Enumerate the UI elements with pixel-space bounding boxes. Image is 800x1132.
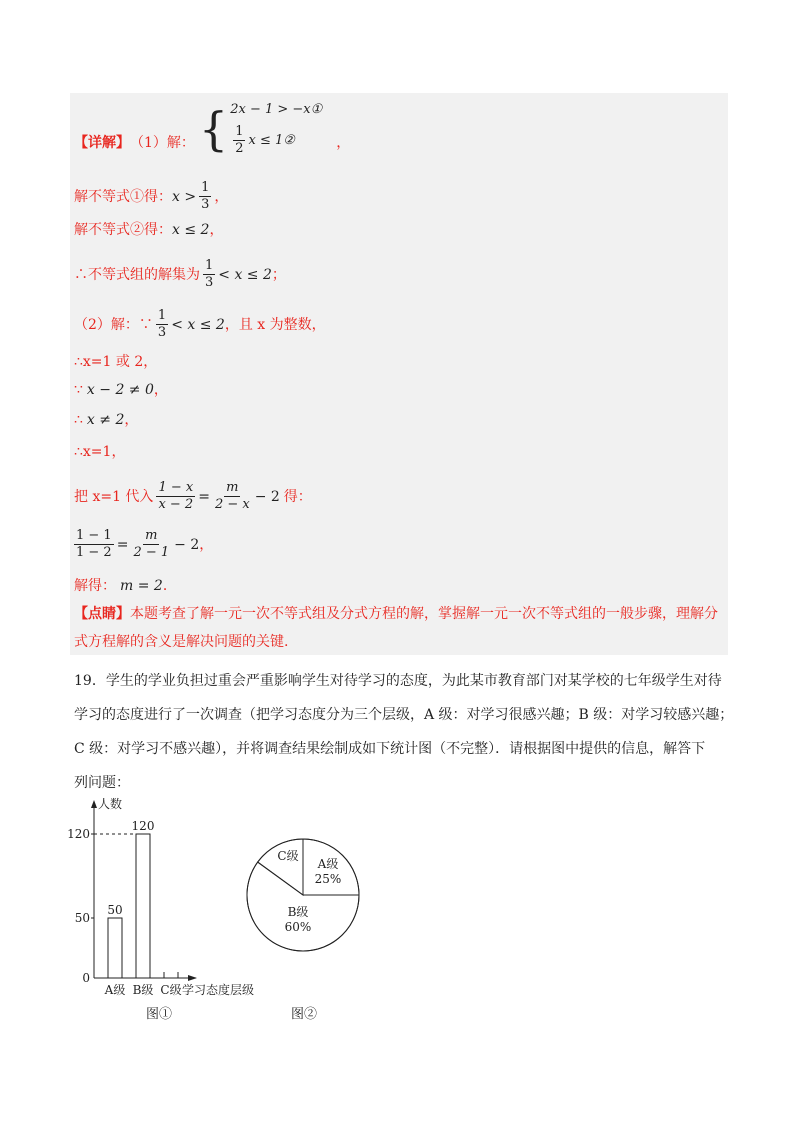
y-tick-label: 120 [67, 827, 90, 841]
bar-chart-caption: 图① [146, 1007, 173, 1022]
solution-set-end: ； [271, 266, 286, 283]
calc-end: ， [199, 536, 214, 553]
result-line [74, 576, 177, 596]
system-brace: { [198, 101, 229, 156]
detail-tag: 【详解】 [74, 134, 130, 151]
solve1-line [74, 180, 228, 213]
solve2-math: x ≤ 2 [172, 222, 210, 238]
calc-frac-1 [74, 528, 114, 561]
solve2-end: ， [209, 222, 224, 238]
solution-set-frac-den: 3 [205, 275, 214, 290]
result-end: ． [162, 578, 177, 594]
pie-slice-label: C级 [277, 849, 299, 863]
pie-slice-percent: 25% [314, 872, 342, 886]
because-end: ， [153, 382, 168, 398]
detail-line [74, 100, 350, 157]
pie-chart-caption: 图② [291, 1007, 318, 1022]
question-line-3: C 级：对学习不感兴趣），并将调查结果绘制成如下统计图（不完整）．请根据图中提供的信息，解答下 [74, 741, 706, 757]
solution-set-line [74, 258, 286, 291]
bar-value-label: 50 [107, 903, 123, 917]
system-comma: ， [336, 134, 351, 151]
y-axis-label: 人数 [98, 797, 123, 811]
x-values: ∴x=1 或 2， [74, 354, 158, 370]
substitute-frac-2-den: 2 − x [214, 497, 250, 512]
inequality-2 [230, 124, 322, 157]
solve1-frac [199, 180, 211, 213]
bar-value-label: 120 [131, 819, 155, 833]
part2-frac-num: 1 [157, 308, 167, 323]
comment-text-1: 本题考查了解一元一次不等式组及分式方程的解，掌握解一元一次不等式组的一般步骤，理解分 [130, 606, 718, 622]
substitute-minus: − 2 [254, 488, 280, 505]
ineq2-frac-den: 2 [235, 141, 244, 156]
substitute-line [74, 480, 312, 513]
therefore-label: ∴ [74, 412, 83, 428]
part2-frac-den: 3 [157, 325, 167, 340]
explanation-box [70, 93, 728, 655]
because-math: x − 2 ≠ 0 [86, 382, 154, 398]
therefore-end: ， [124, 412, 139, 428]
calc-eq: = [116, 536, 129, 553]
calc-frac-2-den: 2 − 1 [133, 545, 170, 560]
substitute-frac-1 [156, 480, 195, 513]
substitute-end: 得： [283, 488, 312, 505]
ineq2-rest: x ≤ 1② [248, 132, 295, 148]
solve1-frac-den: 3 [201, 197, 210, 212]
substitute-label: 把 x=1 代入 [74, 488, 154, 505]
solve1-label: 解不等式①得： [74, 188, 172, 205]
solve1-end: ， [214, 188, 229, 205]
x-tick-label: B级 [132, 983, 154, 997]
pie-slice-label: A级 [317, 857, 339, 871]
x-axis-label: 学习态度层级 [182, 983, 255, 997]
because-label: ∵ [74, 382, 83, 398]
comment-tag: 【点睛】 [74, 606, 130, 622]
part2-frac [156, 308, 168, 341]
y-tick-label: 0 [82, 971, 90, 985]
substitute-frac-1-den: x − 2 [158, 497, 194, 512]
pie-chart [238, 830, 368, 960]
substitute-frac-2-num: m [226, 480, 239, 495]
inequality-system [230, 100, 322, 157]
ineq2-frac [233, 124, 245, 157]
solution-set-rest: < x ≤ 2 [218, 266, 272, 283]
solution-set-frac-num: 1 [205, 258, 214, 273]
y-tick-label: 50 [74, 911, 90, 925]
therefore-line [74, 410, 138, 430]
because-line [74, 380, 168, 400]
y-axis-arrow [91, 800, 97, 808]
inequality-1: 2x − 1 > −x① [230, 102, 323, 117]
x-axis-arrow [188, 975, 197, 981]
x-tick-label: C级 [160, 983, 182, 997]
pie-slice-label: B级 [287, 905, 309, 919]
comment-line-1 [74, 604, 718, 624]
calc-frac-2 [131, 528, 171, 561]
substitute-frac-2 [213, 480, 252, 513]
x-tick-label: A级 [104, 983, 126, 997]
calc-minus: − 2 [174, 536, 200, 553]
calc-frac-2-num: m [145, 528, 158, 543]
solution-set-label: ∴不等式组的解集为 [74, 266, 200, 283]
part2-tail: ，且 x 为整数， [224, 316, 326, 333]
solution-set-frac [203, 258, 215, 291]
therefore-math: x ≠ 2 [86, 412, 125, 428]
ineq2-frac-num: 1 [235, 124, 244, 139]
question-line-2: 学习的态度进行了一次调查（把学习态度分为三个层级，A 级：对学习很感兴趣；B 级：对学习较感兴趣； [74, 707, 734, 723]
result-label: 解得： [74, 578, 116, 594]
pie-slice-percent: 60% [284, 920, 312, 934]
solve1-var: x > [172, 188, 197, 205]
part2-rest: < x ≤ 2 [171, 316, 225, 333]
bar [108, 918, 122, 978]
x-is-one: ∴x=1， [74, 444, 126, 460]
substitute-eq: = [198, 488, 210, 505]
bar [136, 834, 150, 978]
calc-line [74, 528, 213, 561]
question-19 [74, 664, 734, 800]
solve2-label: 解不等式②得： [74, 222, 172, 238]
comment-line-2 [74, 632, 288, 652]
x-values-line [74, 352, 157, 372]
result-math: m = 2 [120, 578, 163, 594]
calc-frac-1-num: 1 − 1 [76, 528, 112, 543]
x-is-one-line [74, 442, 125, 462]
solve1-frac-num: 1 [201, 180, 210, 195]
solve2-line [74, 220, 223, 240]
question-line-1: 19．学生的学业负担过重会严重影响学生对待学习的态度，为此某市教育部门对某学校的七年级学生对待 [74, 673, 722, 689]
part2-prefix: （2）解：∵ [74, 316, 153, 333]
part2-line [74, 308, 326, 341]
comment-text-2: 式方程解的含义是解决问题的关键. [74, 634, 289, 650]
substitute-frac-1-num: 1 − x [158, 480, 194, 495]
question-line-4: 列问题： [74, 775, 130, 791]
part1-prefix: （1）解： [130, 134, 195, 151]
calc-frac-1-den: 1 − 2 [76, 545, 112, 560]
